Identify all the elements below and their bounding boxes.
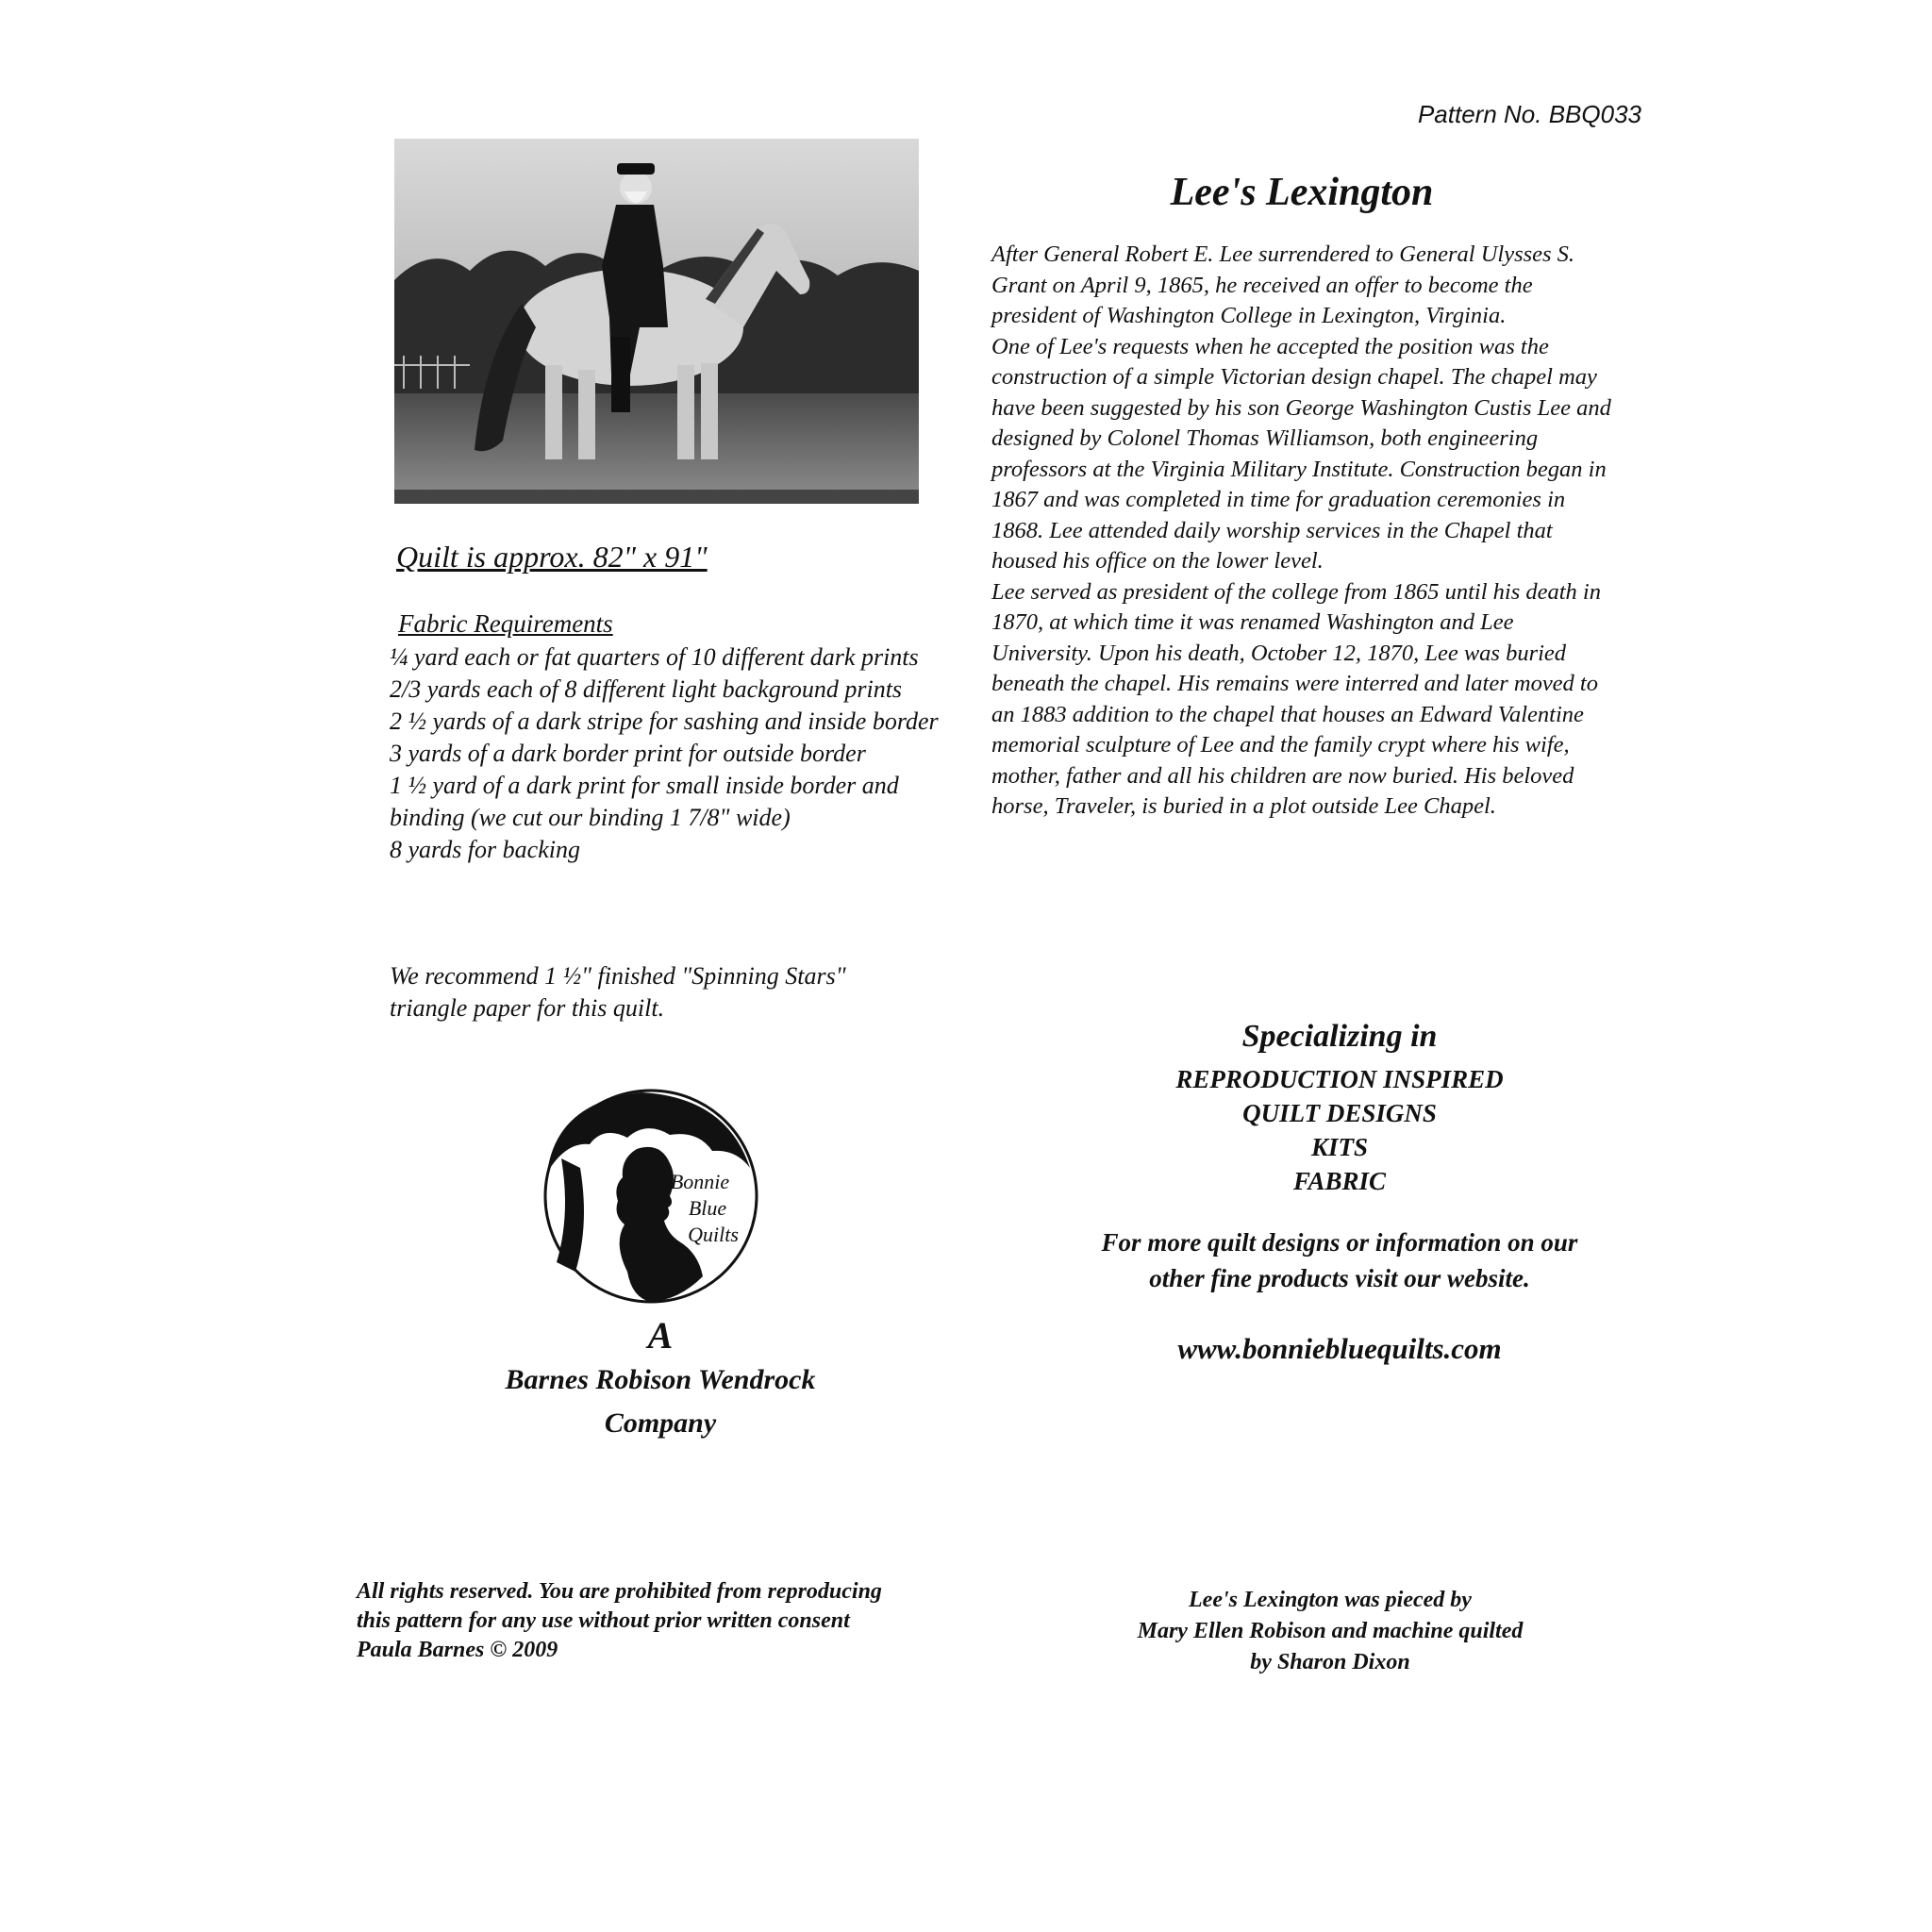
logo-line2: Blue (688, 1196, 727, 1220)
pattern-title: Lee's Lexington (1170, 171, 1434, 214)
service-item: FABRIC (1292, 1167, 1387, 1195)
specializing-heading: Specializing in (1241, 1019, 1438, 1054)
recommendation-line: We recommend 1 ½" finished "Spinning Stars" (390, 962, 846, 990)
historic-photo (394, 139, 919, 504)
company-a: A (647, 1314, 674, 1357)
more-info-line: For more quilt designs or information on our (1101, 1228, 1578, 1257)
service-item: QUILT DESIGNS (1242, 1099, 1437, 1127)
fabric-item: 8 yards for backing (390, 836, 580, 863)
more-info-line: other fine products visit our website. (1149, 1264, 1530, 1292)
recommendation (390, 960, 956, 1024)
fabric-item: 3 yards of a dark border print for outside border (390, 740, 866, 767)
fabric-item: 1 ½ yard of a dark print for small inside border and binding (we cut our binding 1 7/8" wide) (390, 772, 899, 831)
service-item: REPRODUCTION INSPIRED (1175, 1065, 1504, 1093)
fabric-item: 2/3 yards each of 8 different light background prints (390, 675, 903, 703)
website-link[interactable]: www.bonniebluequilts.com (1177, 1332, 1502, 1365)
rider-boot (611, 337, 630, 412)
logo-line1: Bonnie (670, 1170, 730, 1193)
copyright-notice (357, 1577, 979, 1665)
credits-line: by Sharon Dixon (1250, 1650, 1410, 1674)
quilt-size: Quilt is approx. 82" x 91" (396, 540, 708, 574)
company-name (443, 1358, 877, 1445)
fabric-requirements-heading: Fabric Requirements (398, 609, 613, 638)
photo-ground (394, 393, 919, 504)
copyright-line: Paula Barnes © 2009 (357, 1638, 558, 1662)
credits-line: Lee's Lexington was pieced by (1189, 1588, 1472, 1612)
services-list (991, 1062, 1689, 1198)
rider-hat (617, 163, 655, 175)
copyright-line: All rights reserved. You are prohibited from reproducing (357, 1579, 882, 1604)
more-info (1000, 1224, 1679, 1296)
company-name-line: Company (604, 1407, 717, 1439)
copyright-line: this pattern for any use without prior written consent (357, 1608, 850, 1633)
history-paragraph: Lee served as president of the college from 1865 until his death in 1870, at which time it was renamed Washington and Lee University. Upon his death, October 12, 1870, Lee was buried beneath the chapel. His remains were interred and later moved to an 1883 addition to the chapel that houses an Edward Valentine memorial sculpture of Lee and the family crypt where his wife, mother, father and all his children are now buried. His beloved horse, Traveler, is buried in a plot outside Lee Chapel. (991, 578, 1601, 819)
history-paragraph: One of Lee's requests when he accepted the position was the construction of a simple Victorian design chapel. The chapel may have been suggested by his son George Washington Custis Lee and designed by Colonel Thomas Williamson, both engineering professors at the Virginia Military Institute. Construction began in 1867 and was completed in time for graduation ceremonies in 1868. Lee attended daily worship services in the Chapel that housed his office on the lower level. (991, 333, 1611, 574)
fabric-item: ¼ yard each or fat quarters of 10 different dark prints (390, 643, 919, 671)
history-paragraph: After General Robert E. Lee surrendered to General Ulysses S. Grant on April 9, 1865, he received an offer to become the president of Washington College in Lexington, Virginia. (991, 242, 1575, 328)
pattern-number: Pattern No. BBQ033 (1417, 100, 1641, 128)
company-name-line: Barnes Robison Wendrock (505, 1364, 816, 1395)
logo-line3: Quilts (688, 1223, 739, 1246)
fabric-item: 2 ½ yards of a dark stripe for sashing and inside border (390, 708, 939, 735)
fabric-requirements-list (390, 641, 956, 866)
bonnie-blue-quilts-logo (538, 1083, 764, 1309)
service-item: KITS (1310, 1133, 1369, 1161)
quilt-credits (1038, 1585, 1623, 1678)
credits-line: Mary Ellen Robison and machine quilted (1137, 1619, 1524, 1643)
history-text (991, 240, 1614, 823)
recommendation-line: triangle paper for this quilt. (390, 994, 665, 1022)
